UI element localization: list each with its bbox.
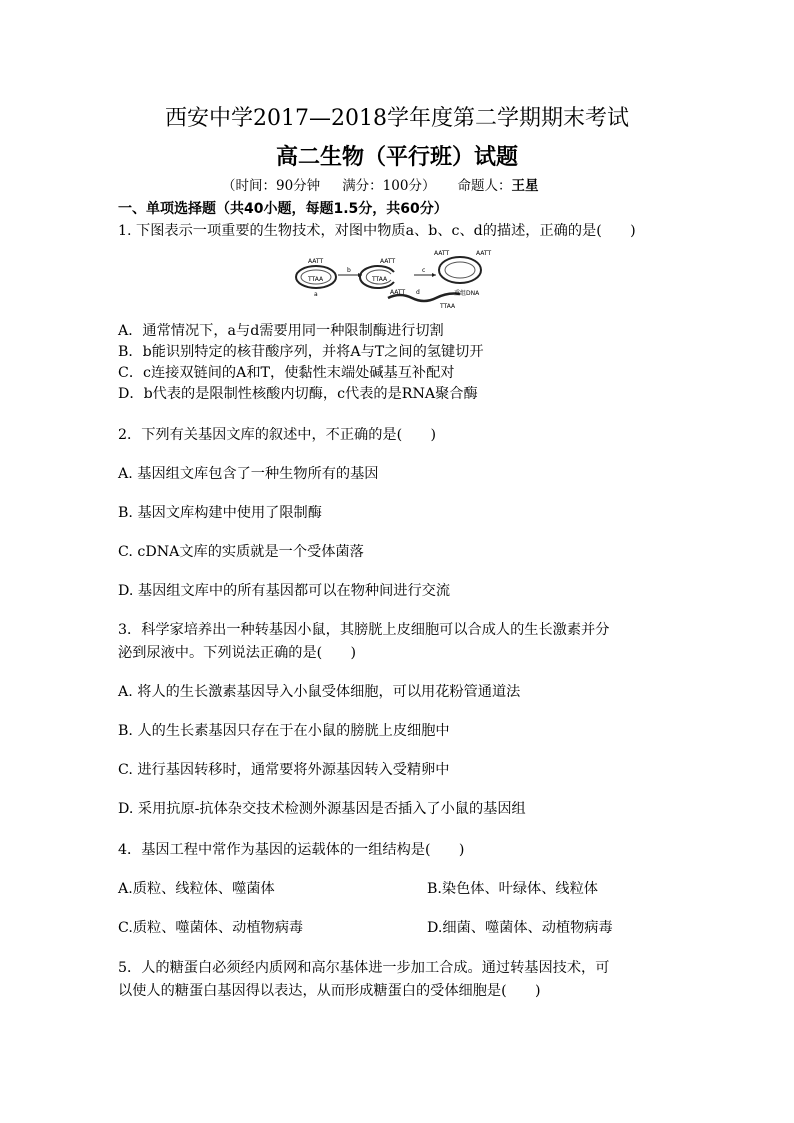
label-aatt-3: AATT: [434, 250, 450, 257]
question-1-option-b: B．b能识别特定的核苷酸序列，并将A与T之间的氢键切开: [118, 344, 484, 360]
label-a: a: [314, 291, 318, 298]
label-ttaa-2: TTAA: [372, 276, 388, 283]
exam-subtitle: 高二生物（平行班）试题: [275, 145, 518, 170]
author-label: 命题人：: [457, 178, 512, 194]
label-aatt-2: AATT: [380, 258, 396, 265]
question-5-stem-line2: 以使人的糖蛋白基因得以表达，从而形成糖蛋白的受体细胞是( ): [118, 983, 541, 999]
section-heading: 一、单项选择题（共40小题，每题1.5分，共60分）: [118, 201, 448, 217]
label-aatt-4: AATT: [476, 250, 492, 257]
question-4-option-b: B.染色体、叶绿体、线粒体: [427, 881, 598, 897]
question-1-option-a: A．通常情况下，a与d需要用同一种限制酶进行切割: [118, 323, 444, 339]
question-3-option-d: D. 采用抗原-抗体杂交技术检测外源基因是否插入了小鼠的基因组: [118, 801, 526, 817]
question-1-option-d: D．b代表的是限制性核酸内切酶，c代表的是RNA聚合酶: [118, 386, 478, 402]
label-ttaa-3: TTAA: [440, 303, 456, 310]
question-1-option-c: C．c连接双链间的A和T，使黏性末端处碱基互补配对: [118, 365, 455, 381]
time-label: （时间：90分钟: [222, 178, 321, 194]
score-label: 满分：100分）: [342, 178, 436, 194]
question-2-stem: 2．下列有关基因文库的叙述中，不正确的是( ): [118, 427, 437, 443]
question-4-stem: 4．基因工程中常作为基因的运载体的一组结构是( ): [118, 842, 465, 858]
label-aatt-1: AATT: [308, 258, 324, 265]
question-2-option-d: D. 基因组文库中的所有基因都可以在物种间进行交流: [118, 583, 451, 599]
question-2-option-a: A. 基因组文库包含了一种生物所有的基因: [118, 466, 379, 482]
exam-title: 西安中学2017—2018学年度第二学期期末考试: [165, 106, 629, 131]
label-c: c: [422, 267, 426, 274]
recombinant-plasmid-inner: [445, 262, 475, 278]
question-4-option-c: C.质粒、噬菌体、动植物病毒: [118, 920, 304, 936]
question-3-option-b: B. 人的生长素基因只存在于在小鼠的膀胱上皮细胞中: [118, 723, 450, 739]
author-name: 王星: [511, 178, 539, 194]
question-5-stem-line1: 5．人的糖蛋白必须经内质网和高尔基体进一步加工合成。通过转基因技术，可: [118, 960, 610, 976]
exam-info: [222, 176, 538, 196]
question-2-option-b: B. 基因文库构建中使用了限制酶: [118, 505, 322, 521]
question-1-stem: 1. 下图表示一项重要的生物技术，对图中物质a、b、c、d的描述，正确的是( ): [118, 223, 636, 239]
question-3-stem-line2: 泌到尿液中。下列说法正确的是( ): [118, 645, 357, 661]
label-b: b: [347, 267, 351, 274]
arrow-c-head: [432, 273, 436, 277]
question-4-option-d: D.细菌、噬菌体、动植物病毒: [427, 920, 613, 936]
gene-engineering-figure: [294, 248, 514, 310]
label-aatt-5: AATT: [390, 289, 406, 296]
label-recombinant-dna: 重组DNA: [454, 290, 480, 297]
question-3-stem-line1: 3．科学家培养出一种转基因小鼠，其膀胱上皮细胞可以合成人的生长激素并分: [118, 622, 610, 638]
label-ttaa-1: TTAA: [308, 276, 324, 283]
question-4-option-a: A.质粒、线粒体、噬菌体: [118, 881, 275, 897]
question-3-option-a: A. 将人的生长激素基因导入小鼠受体细胞，可以用花粉管通道法: [118, 684, 521, 700]
question-3-option-c: C. 进行基因转移时，通常要将外源基因转入受精卵中: [118, 762, 450, 778]
label-d: d: [416, 289, 420, 296]
question-2-option-c: C. cDNA文库的实质就是一个受体菌落: [118, 544, 364, 560]
